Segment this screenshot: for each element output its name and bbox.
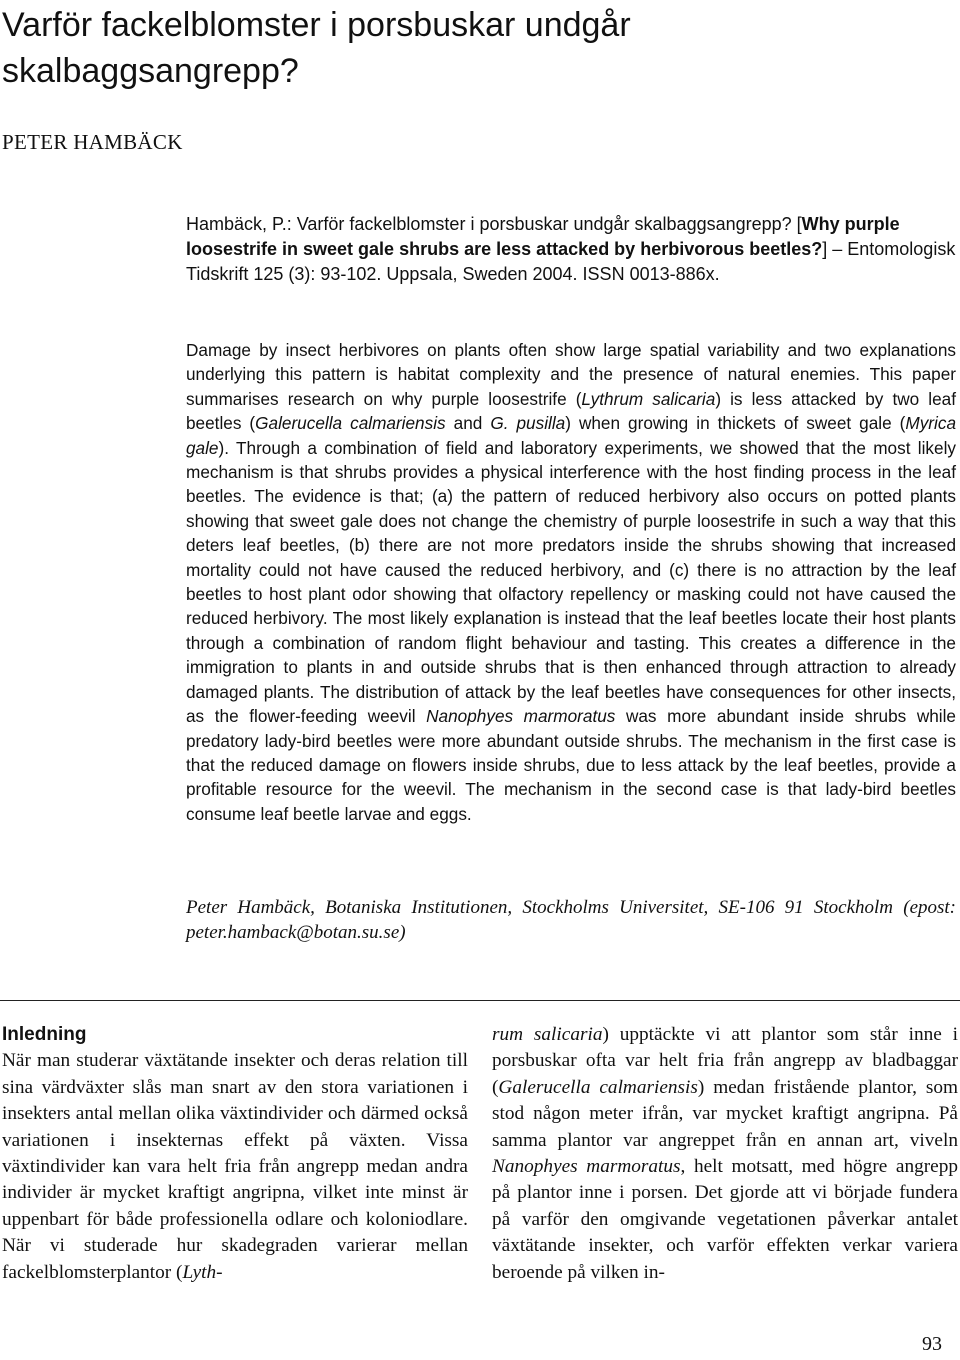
intro-column-left [2,1022,468,1286]
abstract-species: Nanophyes marmoratus [426,706,616,727]
page-number: 93 [922,1333,942,1355]
author-address: Peter Hambäck, Botaniska Institutionen, Stockholms Universitet, SE-106 91 Stockholm (epost: peter.hamback@botan.su.se) [186,897,956,943]
abstract [186,338,956,826]
abstract-species: G. pusilla [490,413,566,434]
abstract-text: was more abundant inside shrubs while predatory lady-bird beetles were more abundant outside shrubs. The mechanism in the first case is that the reduced damage on flowers inside shrubs, due to less attack by the leaf beetles, provide a profitable resource for the weevil. The mechanism in the second case is that lady-bird beetles consume leaf beetle larvae and eggs. [186,706,956,824]
abstract-species: Lythrum salicaria [581,388,716,409]
abstract-text: and [445,413,491,434]
citation [186,212,956,287]
intro-text: , helt motsatt, med högre angrepp på plantor inne i porsen. Det gjorde att vi började fundera på varför den omgivande vegetationen påverkar antalet växtätande insekter, och varför effekten verkar variera beroende på vilken in- [492,1156,958,1283]
intro-species: Lyth- [182,1261,223,1283]
intro-text: ) medan fristående plantor, som stod någon meter ifrån, var mycket kraftigt angripna. På samma plantor var angreppet från en annan art, viveln [492,1076,958,1151]
citation-english-title: Why purple loosestrife in sweet gale shrubs are less attacked by herbivorous beetles? [186,214,900,259]
abstract-text: ). Through a combination of field and laboratory experiments, we showed that the most likely mechanism is that shrubs provides a physical interference with the host finding process in the leaf beetles. The evidence is that; (a) the pattern of reduced herbivory also occurs on potted plants showing that sweet gale does not change the chemistry of purple loosestrife in such a way that this deters leaf beetles, (b) there are not more predators inside the shrubs showing that increased mortality could not have caused the reduced herbivory, and (c) there is no attraction by the leaf beetles to host plant odor showing that olfactory repellency or masking could not have caused the reduced herbivory. The most likely explanation is instead that the leaf beetles locate their host plants through a combination of random flight behaviour and tasting. This creates a difference in the immigration to plants in and outside shrubs that is then enhanced through attraction to already damaged plants. The distribution of attack by the leaf beetles have consequences for other insects, as the flower-feeding weevil [186,437,956,727]
author-name: PETER HAMBÄCK [2,130,183,154]
citation-suffix: ] – Entomologisk Tidskrift 125 (3): 93-102. Uppsala, Sweden 2004. ISSN 0013-886x. [186,239,956,284]
abstract-text: ) when growing in thickets of sweet gale ( [565,413,906,434]
intro-species: Nanophyes marmoratus [492,1156,681,1178]
intro-species: rum salicaria [492,1024,603,1045]
section-divider [0,1000,960,1001]
intro-text: ) upptäckte vi att plantor som står inne i porsbuskar ofta var helt fria från angrepp av bladbaggar ( [492,1024,958,1098]
abstract-text: ) is less attacked by two leaf beetles ( [186,388,956,434]
intro-text: När man studerar växtätande insekter och deras relation till sina värdväxter slås man snart av den stora variationen i insekters antal mellan olika växtindivider och därmed också variationen i insekternas effekt på växten. Vissa växtindivider kan vara helt fria från angrepp medan andra individer är mycket kraftigt angripna, vilket inte minst är uppenbart för både professionella odlare och koloniodlare. När vi studerade hur skadegraden varierar mellan fackelblomsterplantor ( [2,1050,468,1283]
intro-species: Galerucella calmariensis [498,1076,698,1098]
abstract-species: Galerucella calmariensis [255,413,446,434]
citation-prefix: Hambäck, P.: Varför fackelblomster i porsbuskar undgår skalbaggsangrepp? [ [186,214,802,234]
section-heading: Inledning [2,1024,87,1045]
abstract-text: Damage by insect herbivores on plants often show large spatial variability and two explanations underlying this pattern is habitat complexity and the presence of natural enemies. This paper summarises research on why purple loosestrife ( [186,340,956,409]
abstract-species: Myrica gale [186,413,956,458]
intro-column-right [492,1022,958,1286]
page-title: Varför fackelblomster i porsbuskar undgår skalbaggsangrepp? [2,6,631,90]
